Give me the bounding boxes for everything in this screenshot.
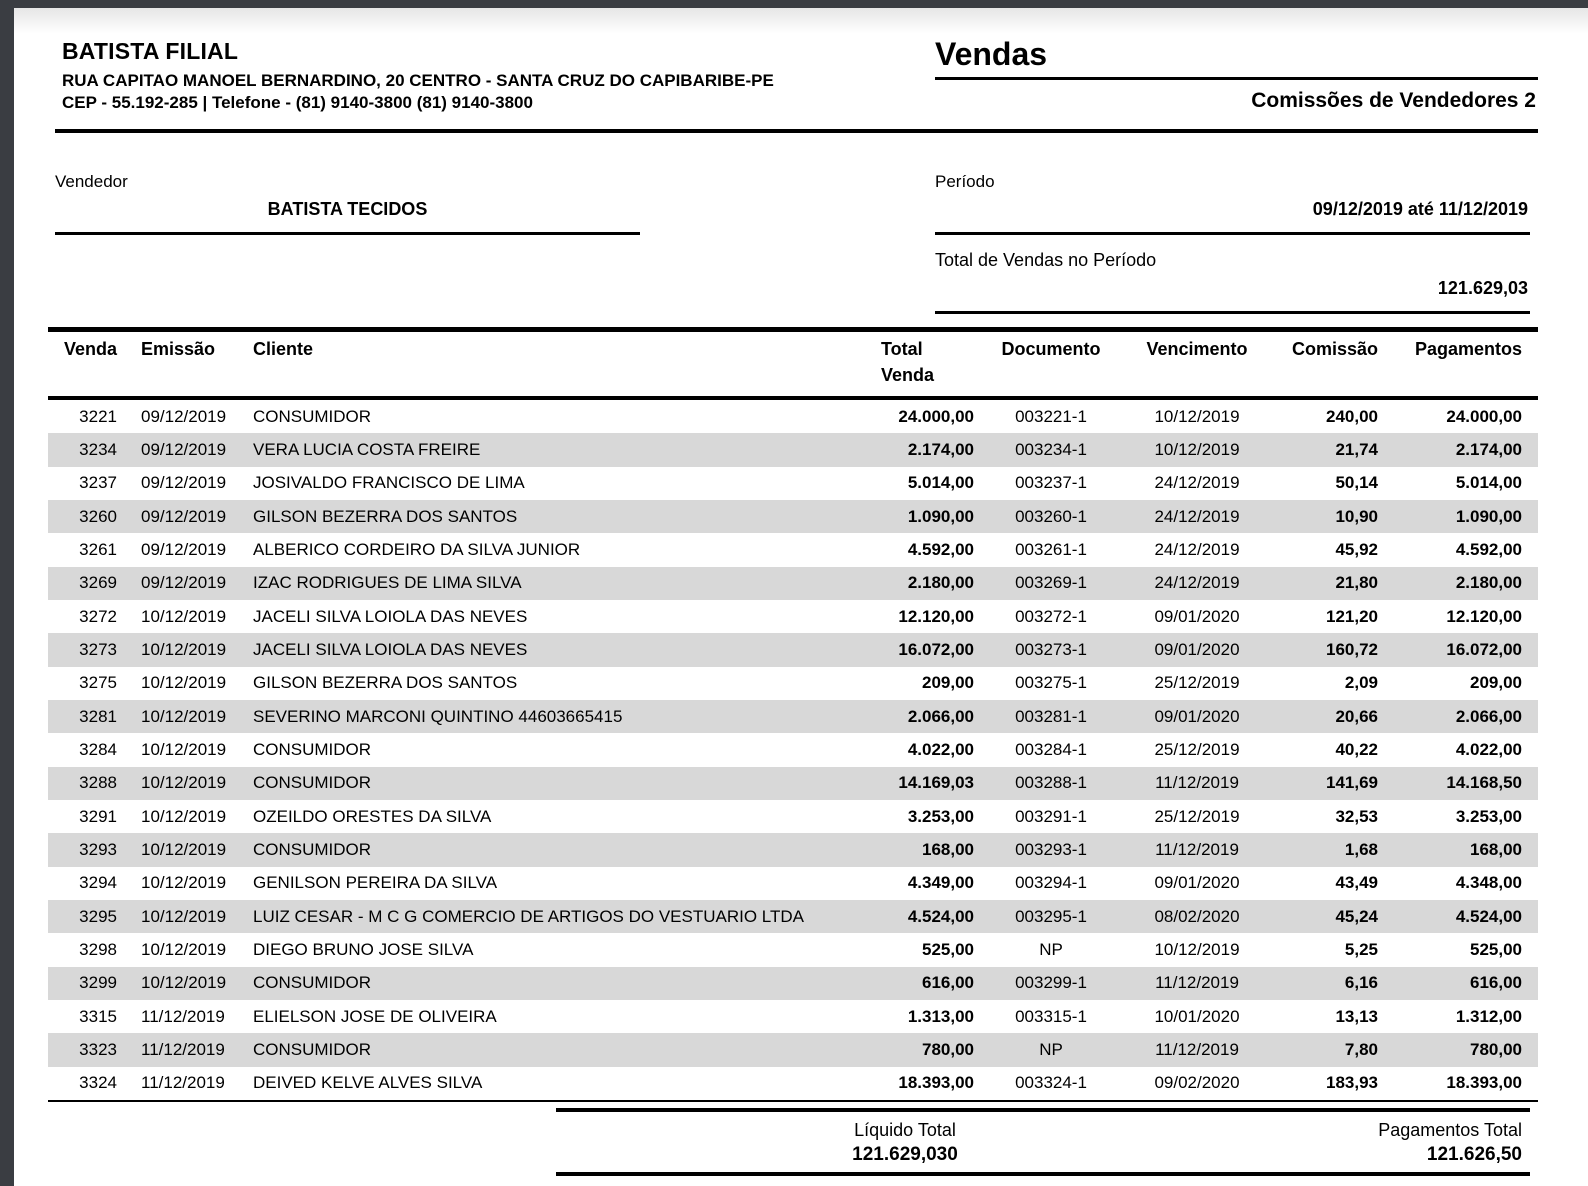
cell-cliente: JACELI SILVA LOIOLA DAS NEVES [253,639,528,659]
cell-vencimento: 09/01/2020 [1154,873,1240,893]
cell-vencimento: 24/12/2019 [1154,506,1240,526]
cell-documento: 003221-1 [1015,406,1087,426]
cell-cliente: OZEILDO ORESTES DA SILVA [253,806,492,826]
cell-pagamentos: 3.253,00 [1455,806,1522,826]
cell-venda: 3315 [79,1006,117,1026]
table-header-row [48,336,1538,388]
window-left-edge [0,0,14,1186]
cell-emissao: 10/12/2019 [141,973,227,993]
col-header-emissao: Emissão [141,339,216,359]
cell-total-venda: 4.592,00 [907,539,974,559]
table-row [48,867,1538,900]
pagamentos-total-block [1254,1120,1530,1166]
cell-comissao: 45,24 [1335,906,1378,926]
cell-emissao: 10/12/2019 [141,739,227,759]
cell-total-venda: 2.174,00 [907,439,974,459]
cell-vencimento: 11/12/2019 [1155,773,1239,793]
cell-vencimento: 24/12/2019 [1154,573,1240,593]
cell-pagamentos: 1.312,00 [1455,1006,1522,1026]
col-header-cliente: Cliente [253,339,314,359]
cell-pagamentos: 616,00 [1470,973,1522,993]
cell-vencimento: 11/12/2019 [1155,973,1239,993]
table-row [48,1067,1538,1100]
cell-emissao: 10/12/2019 [141,773,227,793]
table-row [48,1000,1538,1033]
cell-pagamentos: 12.120,00 [1446,606,1522,626]
cell-total-venda: 2.180,00 [907,573,974,593]
cell-documento: 003315-1 [1015,1006,1087,1026]
cell-vencimento: 08/02/2020 [1154,906,1240,926]
cell-documento: 003284-1 [1015,739,1087,759]
cell-venda: 3234 [79,439,117,459]
cell-total-venda: 12.120,00 [898,606,974,626]
table-row [48,1033,1538,1066]
cell-documento: 003269-1 [1015,573,1087,593]
cell-total-venda: 4.349,00 [907,873,974,893]
cell-total-venda: 4.022,00 [907,739,974,759]
cell-pagamentos: 18.393,00 [1446,1073,1522,1093]
cell-venda: 3298 [79,939,117,959]
cell-cliente: VERA LUCIA COSTA FREIRE [253,439,481,459]
col-header-total-line2: Venda [881,365,935,385]
cell-venda: 3288 [79,773,117,793]
cell-vencimento: 10/12/2019 [1154,406,1240,426]
cell-documento: 003295-1 [1015,906,1087,926]
col-header-vencimento: Vencimento [1146,339,1248,359]
cell-pagamentos: 14.168,50 [1446,773,1522,793]
cell-emissao: 10/12/2019 [141,606,227,626]
cell-comissao: 6,16 [1344,973,1378,993]
table-row [48,800,1538,833]
table-body [48,400,1538,1100]
cell-venda: 3294 [79,873,117,893]
cell-documento: 003273-1 [1015,639,1087,659]
cell-documento: 003261-1 [1015,539,1087,559]
cell-emissao: 10/12/2019 [141,706,227,726]
cell-comissao: 1,68 [1344,839,1378,859]
cell-pagamentos: 209,00 [1470,673,1522,693]
cell-documento: 003291-1 [1015,806,1087,826]
cell-cliente: LUIZ CESAR - M C G COMERCIO DE ARTIGOS DO VESTUARIO LTDA [253,906,804,926]
cell-emissao: 10/12/2019 [141,939,227,959]
table-row [48,500,1538,533]
cell-documento: 003294-1 [1015,873,1087,893]
cell-pagamentos: 525,00 [1470,939,1522,959]
cell-cliente: JACELI SILVA LOIOLA DAS NEVES [253,606,528,626]
cell-vencimento: 11/12/2019 [1155,1039,1239,1059]
cell-venda: 3261 [79,539,117,559]
total-vendas-label: Total de Vendas no Período [935,250,1157,270]
cell-comissao: 141,69 [1326,773,1378,793]
cell-cliente: GILSON BEZERRA DOS SANTOS [253,673,518,693]
cell-venda: 3221 [79,406,117,426]
col-header-total-line1: Total [881,339,923,359]
report-title: Vendas [935,36,1048,72]
cell-venda: 3299 [79,973,117,993]
cell-vencimento: 09/02/2020 [1154,1073,1240,1093]
cell-comissao: 5,25 [1344,939,1378,959]
cell-venda: 3275 [79,673,117,693]
cell-emissao: 09/12/2019 [141,473,227,493]
liquido-total-label: Líquido Total [854,1120,956,1140]
cell-pagamentos: 2.180,00 [1455,573,1522,593]
vendedor-section [55,172,640,235]
cell-cliente: GILSON BEZERRA DOS SANTOS [253,506,518,526]
table-row [48,933,1538,966]
cell-venda: 3291 [79,806,117,826]
cell-vencimento: 11/12/2019 [1155,839,1239,859]
total-vendas-value: 121.629,03 [935,271,1530,314]
table-row [48,467,1538,500]
cell-emissao: 11/12/2019 [141,1073,225,1093]
cell-venda: 3284 [79,739,117,759]
cell-venda: 3323 [79,1039,117,1059]
cell-documento: 003293-1 [1015,839,1087,859]
col-header-pagamentos: Pagamentos [1414,339,1522,359]
cell-total-venda: 780,00 [922,1039,974,1059]
cell-total-venda: 2.066,00 [907,706,974,726]
cell-documento: 003288-1 [1015,773,1087,793]
cell-cliente: DEIVED KELVE ALVES SILVA [253,1073,483,1093]
company-address: RUA CAPITAO MANOEL BERNARDINO, 20 CENTRO - SANTA CRUZ DO CAPIBARIBE-PE [62,71,774,90]
cell-cliente: SEVERINO MARCONI QUINTINO 44603665415 [253,706,623,726]
cell-pagamentos: 4.592,00 [1455,539,1522,559]
cell-pagamentos: 2.066,00 [1455,706,1522,726]
cell-documento: 003275-1 [1015,673,1087,693]
cell-pagamentos: 4.348,00 [1455,873,1522,893]
cell-cliente: CONSUMIDOR [253,406,372,426]
table-row [48,433,1538,466]
cell-emissao: 10/12/2019 [141,673,227,693]
cell-cliente: JOSIVALDO FRANCISCO DE LIMA [253,473,525,493]
cell-emissao: 10/12/2019 [141,873,227,893]
cell-pagamentos: 4.524,00 [1455,906,1522,926]
cell-documento: 003237-1 [1015,473,1087,493]
cell-vencimento: 10/12/2019 [1154,939,1240,959]
cell-total-venda: 525,00 [922,939,974,959]
cell-cliente: ELIELSON JOSE DE OLIVEIRA [253,1006,497,1026]
cell-emissao: 09/12/2019 [141,573,227,593]
table-row [48,833,1538,866]
pagamentos-total-value: 121.626,50 [1426,1144,1522,1165]
header-divider [55,129,1538,133]
cell-cliente: DIEGO BRUNO JOSE SILVA [253,939,474,959]
cell-pagamentos: 2.174,00 [1455,439,1522,459]
cell-venda: 3260 [79,506,117,526]
cell-emissao: 09/12/2019 [141,439,227,459]
cell-vencimento: 09/01/2020 [1154,606,1240,626]
table-row [48,733,1538,766]
cell-comissao: 32,53 [1335,806,1378,826]
cell-vencimento: 09/01/2020 [1154,639,1240,659]
cell-total-venda: 1.313,00 [907,1006,974,1026]
cell-total-venda: 5.014,00 [907,473,974,493]
cell-comissao: 21,74 [1335,439,1378,459]
cell-comissao: 183,93 [1326,1073,1378,1093]
cell-emissao: 10/12/2019 [141,806,227,826]
cell-cliente: CONSUMIDOR [253,839,372,859]
cell-total-venda: 16.072,00 [898,639,974,659]
cell-vencimento: 10/01/2020 [1154,1006,1240,1026]
cell-cliente: CONSUMIDOR [253,1039,372,1059]
cell-total-venda: 1.090,00 [907,506,974,526]
liquido-total-value: 121.629,030 [852,1144,958,1165]
cell-total-venda: 168,00 [922,839,974,859]
cell-comissao: 40,22 [1335,739,1378,759]
cell-total-venda: 18.393,00 [898,1073,974,1093]
cell-pagamentos: 1.090,00 [1455,506,1522,526]
cell-pagamentos: 168,00 [1470,839,1522,859]
report-subtitle: Comissões de Vendedores 2 [1251,89,1536,112]
cell-comissao: 43,49 [1335,873,1378,893]
cell-venda: 3237 [79,473,117,493]
cell-documento: NP [1039,1039,1063,1059]
cell-pagamentos: 24.000,00 [1446,406,1522,426]
cell-documento: 003272-1 [1015,606,1087,626]
table-row [48,633,1538,666]
report-title-block [935,36,1538,113]
cell-documento: 003281-1 [1015,706,1087,726]
cell-total-venda: 24.000,00 [898,406,974,426]
cell-emissao: 11/12/2019 [141,1039,225,1059]
cell-venda: 3324 [79,1073,117,1093]
table-row [48,900,1538,933]
cell-cliente: CONSUMIDOR [253,973,372,993]
cell-comissao: 45,92 [1335,539,1378,559]
cell-venda: 3272 [79,606,117,626]
vendedor-value: BATISTA TECIDOS [55,192,640,235]
cell-comissao: 21,80 [1335,573,1378,593]
cell-cliente: GENILSON PEREIRA DA SILVA [253,873,498,893]
cell-documento: 003260-1 [1015,506,1087,526]
cell-cliente: CONSUMIDOR [253,773,372,793]
cell-pagamentos: 780,00 [1470,1039,1522,1059]
cell-emissao: 10/12/2019 [141,639,227,659]
table-row [48,533,1538,566]
table-row [48,400,1538,433]
table-row [48,967,1538,1000]
cell-emissao: 11/12/2019 [141,1006,225,1026]
cell-vencimento: 25/12/2019 [1154,806,1240,826]
cell-comissao: 10,90 [1335,506,1378,526]
cell-vencimento: 25/12/2019 [1154,739,1240,759]
cell-venda: 3273 [79,639,117,659]
cell-comissao: 121,20 [1326,606,1378,626]
cell-total-venda: 3.253,00 [907,806,974,826]
cell-cliente: ALBERICO CORDEIRO DA SILVA JUNIOR [253,539,581,559]
table-bottom-divider [48,1100,1538,1102]
cell-emissao: 09/12/2019 [141,539,227,559]
page-top-shadow [14,8,1588,34]
cell-vencimento: 10/12/2019 [1154,439,1240,459]
periodo-label: Período [935,172,995,191]
company-contact: CEP - 55.192-285 | Telefone - (81) 9140-3800 (81) 9140-3800 [62,93,533,112]
cell-venda: 3281 [79,706,117,726]
table-row [48,567,1538,600]
col-header-venda: Venda [63,339,117,359]
cell-total-venda: 14.169,03 [898,773,974,793]
cell-comissao: 50,14 [1335,473,1378,493]
cell-cliente: IZAC RODRIGUES DE LIMA SILVA [253,573,522,593]
pagamentos-total-label: Pagamentos Total [1378,1120,1522,1140]
cell-total-venda: 209,00 [922,673,974,693]
cell-venda: 3269 [79,573,117,593]
window-top-edge [0,0,1588,8]
col-header-total-venda [861,336,976,388]
cell-total-venda: 4.524,00 [907,906,974,926]
col-header-comissao: Comissão [1291,339,1378,359]
liquido-total-block [556,1120,1254,1166]
company-name: BATISTA FILIAL [62,38,239,64]
cell-venda: 3293 [79,839,117,859]
cell-venda: 3295 [79,906,117,926]
cell-documento: 003234-1 [1015,439,1087,459]
cell-documento: 003299-1 [1015,973,1087,993]
cell-vencimento: 24/12/2019 [1154,473,1240,493]
cell-emissao: 09/12/2019 [141,406,227,426]
cell-pagamentos: 5.014,00 [1455,473,1522,493]
cell-vencimento: 25/12/2019 [1154,673,1240,693]
table-row [48,667,1538,700]
cell-comissao: 240,00 [1326,406,1378,426]
col-header-documento: Documento [1001,339,1101,359]
cell-cliente: CONSUMIDOR [253,739,372,759]
cell-emissao: 09/12/2019 [141,506,227,526]
totals-footer [556,1108,1530,1176]
periodo-section [935,172,1530,314]
table-row [48,600,1538,633]
cell-comissao: 2,09 [1344,673,1378,693]
vendedor-label: Vendedor [55,172,128,191]
cell-comissao: 7,80 [1344,1039,1378,1059]
cell-total-venda: 616,00 [922,973,974,993]
periodo-value: 09/12/2019 até 11/12/2019 [935,192,1530,235]
cell-documento: NP [1039,939,1063,959]
cell-comissao: 160,72 [1326,639,1378,659]
cell-vencimento: 24/12/2019 [1154,539,1240,559]
cell-emissao: 10/12/2019 [141,906,227,926]
table-row [48,767,1538,800]
cell-pagamentos: 4.022,00 [1455,739,1522,759]
company-header [62,38,892,114]
table-top-divider [48,327,1538,332]
cell-comissao: 13,13 [1335,1006,1378,1026]
cell-pagamentos: 16.072,00 [1446,639,1522,659]
cell-vencimento: 09/01/2020 [1154,706,1240,726]
cell-comissao: 20,66 [1335,706,1378,726]
cell-emissao: 10/12/2019 [141,839,227,859]
table-row [48,700,1538,733]
cell-documento: 003324-1 [1015,1073,1087,1093]
